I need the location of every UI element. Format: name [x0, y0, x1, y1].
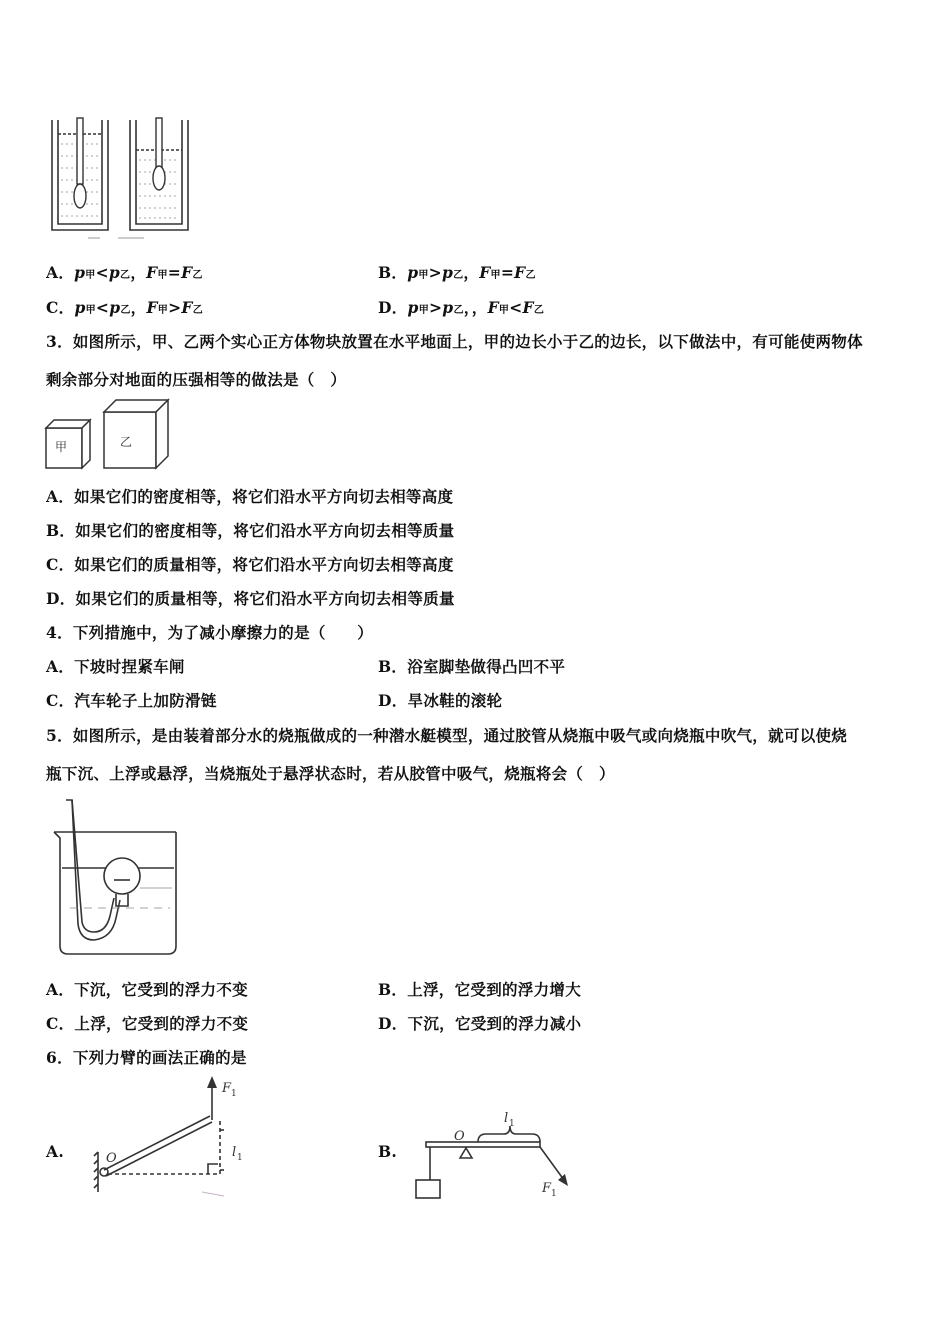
q6-stem: 6．下列力臂的画法正确的是 [46, 1048, 247, 1067]
q3-option-c[interactable]: C．如果它们的质量相等，将它们沿水平方向切去相等高度 [46, 555, 454, 574]
q2-d-sub3: 甲 [498, 305, 510, 316]
q6-figure-a-lever [92, 1074, 262, 1204]
q2-c-sub1: 甲 [85, 305, 96, 316]
q2-d-sub4: 乙 [533, 305, 545, 316]
q2-a-letter: A． [46, 263, 75, 282]
q2-c-letter: C． [46, 298, 75, 317]
q6-b-l-label: l [504, 1111, 509, 1126]
q2-c-p2: p [109, 298, 121, 317]
q2-option-c[interactable] [46, 296, 203, 318]
q2-c-rel2: > [168, 298, 182, 317]
q3-option-d[interactable]: D．如果它们的质量相等，将它们沿水平方向切去相等质量 [46, 589, 455, 608]
q2-c-sep: ， [130, 298, 147, 317]
q2-option-d[interactable] [378, 296, 544, 318]
q3-stem-line2: 剩余部分对地面的压强相等的做法是（ ） [46, 370, 347, 389]
q5-stem-line1: 5．如图所示，是由装着部分水的烧瓶做成的一种潜水艇模型，通过胶管从烧瓶中吸气或向烧瓶中吹气，就可以使烧 [46, 726, 848, 745]
q2-a-f: F [146, 263, 158, 282]
q6-b-f-sub: 1 [551, 1189, 557, 1199]
q6-b-l-sub: 1 [509, 1119, 515, 1129]
q2-b-sub3: 甲 [490, 270, 501, 281]
q2-a-sep: ， [130, 263, 147, 282]
q2-b-letter: B． [378, 263, 408, 282]
q5-option-d[interactable]: D．下沉，它受到的浮力减小 [378, 1014, 582, 1033]
q3-cube-large-label: 乙 [120, 435, 133, 449]
q2-d-rel2: < [509, 298, 523, 317]
q2-a-p2: p [108, 263, 121, 282]
q2-b-rel1: > [428, 263, 442, 282]
q6-figure-b-lever [408, 1110, 578, 1205]
q2-figure-cylinders [46, 112, 196, 242]
q2-d-p2: p [442, 298, 454, 317]
q2-c-f: F [146, 298, 158, 317]
q2-b-f2: F [514, 263, 526, 282]
q2-d-sub2: 乙 [453, 305, 464, 316]
q2-a-sub3: 甲 [157, 270, 168, 281]
q4-option-b[interactable]: B．浴室脚垫做得凸凹不平 [378, 657, 566, 676]
q2-c-sub3: 甲 [157, 305, 169, 316]
q3-option-a[interactable]: A．如果它们的密度相等，将它们沿水平方向切去相等高度 [46, 487, 454, 506]
q3-option-b[interactable]: B．如果它们的密度相等，将它们沿水平方向切去相等质量 [46, 521, 455, 540]
q2-b-p: p [407, 263, 419, 282]
q2-a-sub2: 乙 [120, 270, 131, 281]
q2-a-f2: F [181, 263, 193, 282]
q6-b-f-label: F [542, 1181, 552, 1196]
q5-option-a[interactable]: A．下沉，它受到的浮力不变 [46, 980, 248, 999]
q2-d-f: F [487, 298, 499, 317]
q6-a-o-label: O [106, 1151, 117, 1166]
q2-b-sub1: 甲 [418, 270, 429, 281]
q6-a-f-label: F [222, 1081, 232, 1096]
q3-stem-line1: 3．如图所示，甲、乙两个实心正方体物块放置在水平地面上，甲的边长小于乙的边长，以下做法中，有可能使两物体 [46, 332, 863, 351]
q2-a-sub4: 乙 [192, 270, 203, 281]
q2-d-f2: F [522, 298, 534, 317]
q6-a-l-sub: 1 [237, 1153, 243, 1163]
q2-c-rel1: < [95, 298, 110, 317]
q2-c-sub4: 乙 [192, 305, 203, 316]
q2-c-f2: F [181, 298, 193, 317]
q2-b-sub4: 乙 [525, 270, 536, 281]
q5-figure-submarine-model [50, 798, 180, 960]
q2-d-rel1: > [429, 298, 443, 317]
q5-stem-line2: 瓶下沉、上浮或悬浮，当烧瓶处于悬浮状态时，若从胶管中吸气，烧瓶将会（ ） [46, 764, 615, 783]
q2-a-sub1: 甲 [85, 270, 96, 281]
q6-option-a[interactable]: A. [46, 1142, 65, 1161]
q6-a-f-sub: 1 [231, 1089, 237, 1099]
q4-option-d[interactable]: D．旱冰鞋的滚轮 [378, 691, 503, 710]
q6-a-l-label: l [232, 1145, 237, 1160]
q2-b-sub2: 乙 [453, 270, 464, 281]
q2-a-rel1: < [95, 263, 109, 282]
q2-d-p: p [407, 298, 419, 317]
q6-option-b[interactable]: B. [378, 1142, 398, 1161]
q2-b-f: F [479, 263, 491, 282]
q2-d-letter: D． [378, 298, 408, 317]
q2-d-sep: ，， [463, 298, 488, 317]
q3-figure-cubes [44, 398, 176, 472]
q2-option-b[interactable] [378, 261, 536, 283]
q4-option-c[interactable]: C．汽车轮子上加防滑链 [46, 691, 217, 710]
q4-stem: 4．下列措施中，为了减小摩擦力的是（ ） [46, 623, 374, 642]
q2-c-p: p [74, 298, 86, 317]
q2-b-sep: ， [463, 263, 480, 282]
q2-b-p2: p [441, 263, 454, 282]
q2-a-rel2: = [167, 263, 182, 282]
q5-option-c[interactable]: C．上浮，它受到的浮力不变 [46, 1014, 249, 1033]
q6-b-o-label: O [454, 1129, 465, 1144]
q2-c-sub2: 乙 [120, 305, 131, 316]
q3-cube-small-label: 甲 [55, 440, 68, 454]
q2-d-sub1: 甲 [418, 305, 429, 316]
q2-option-a[interactable] [46, 261, 203, 283]
q4-option-a[interactable]: A．下坡时捏紧车闸 [46, 657, 185, 676]
q2-b-rel2: = [500, 263, 515, 282]
q2-a-p: p [74, 263, 86, 282]
q5-option-b[interactable]: B．上浮，它受到的浮力增大 [378, 980, 582, 999]
